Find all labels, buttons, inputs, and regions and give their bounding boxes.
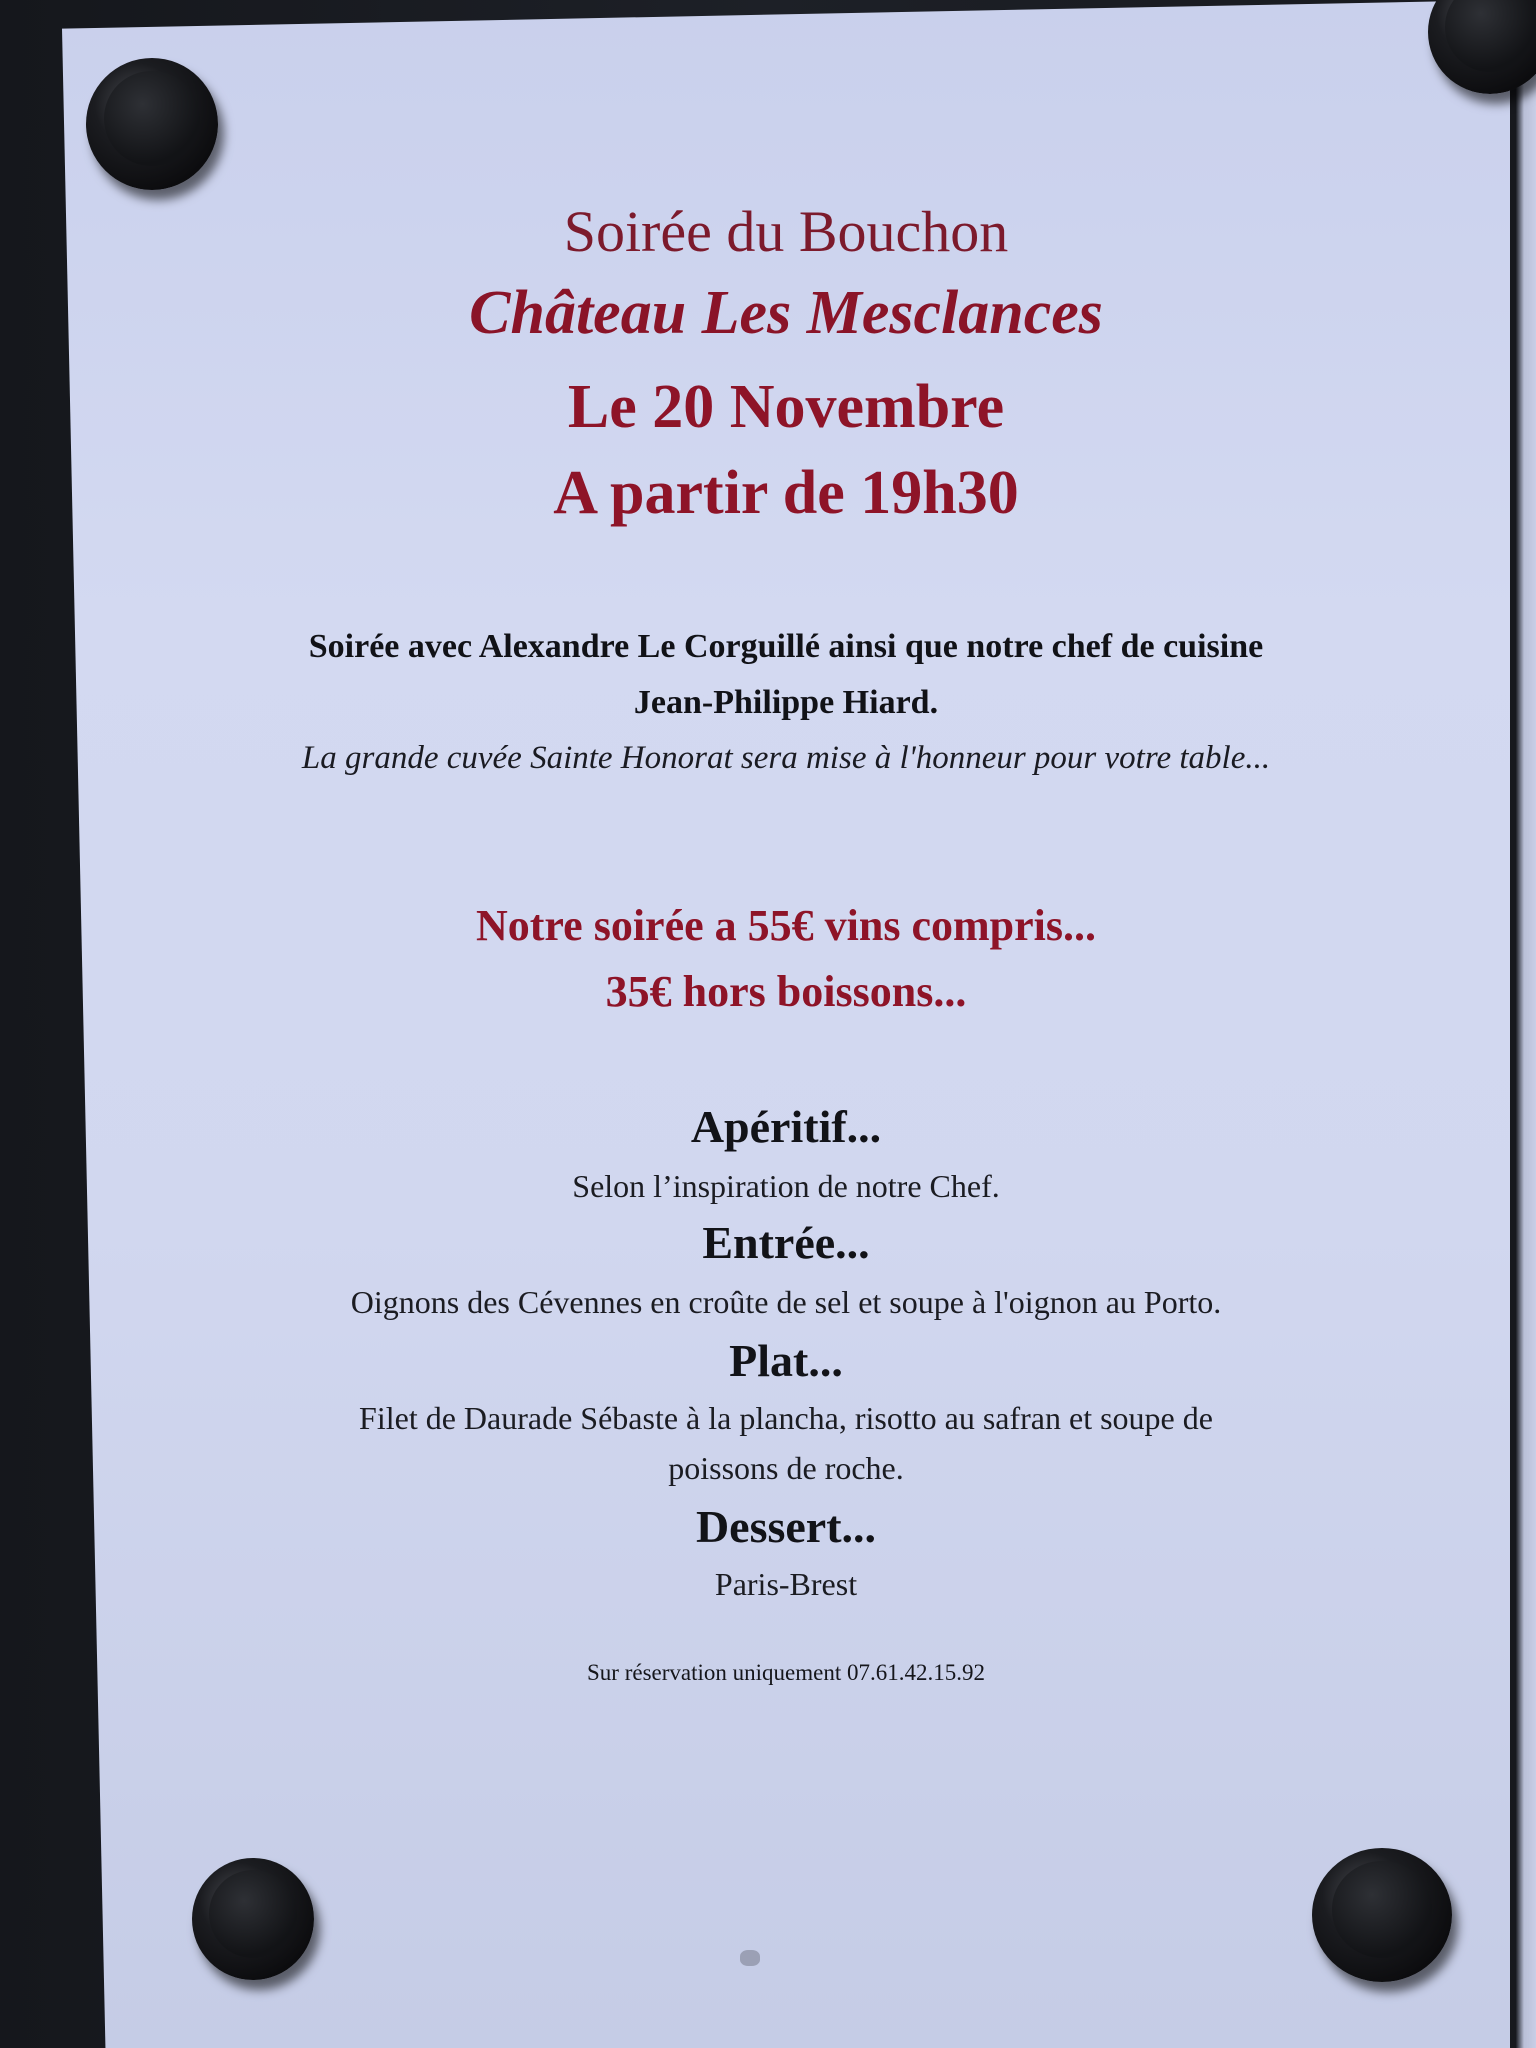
- guests-line: Soirée avec Alexandre Le Corguillé ainsi que notre chef de cuisine: [308, 628, 1264, 665]
- reservation-line: Sur réservation uniquement 07.61.42.15.92: [587, 1660, 985, 1685]
- magnet-top-left: [86, 58, 218, 190]
- entree-description: Oignons des Cévennes en croûte de sel et soupe à l'oignon au Porto.: [350, 1284, 1222, 1320]
- cuvee-line: La grande cuvée Sainte Honorat sera mise à l'honneur pour votre table...: [301, 740, 1271, 776]
- magnet-bottom-right: [1312, 1848, 1452, 1982]
- plat-description-line-2: poissons de roche.: [668, 1450, 904, 1486]
- price-without-drinks: 35€ hors boissons...: [605, 967, 967, 1016]
- venue-name: Château Les Mesclances: [469, 279, 1103, 347]
- adjacent-sheet-edge: [1516, 0, 1536, 2048]
- plat-title: Plat...: [729, 1335, 843, 1386]
- price-with-wine: Notre soirée a 55€ vins compris...: [476, 901, 1096, 950]
- plat-description-line-1: Filet de Daurade Sébaste à la plancha, risotto au safran et soupe de: [359, 1400, 1213, 1436]
- event-time: A partir de 19h30: [553, 459, 1019, 527]
- paper-smudge: [740, 1950, 760, 1966]
- dessert-description: Paris-Brest: [714, 1566, 858, 1602]
- aperitif-description: Selon l’inspiration de notre Chef.: [572, 1168, 1000, 1204]
- chef-name-line: Jean-Philippe Hiard.: [633, 684, 939, 721]
- entree-title: Entrée...: [702, 1217, 870, 1268]
- event-subtitle: Soirée du Bouchon: [563, 199, 1009, 264]
- dessert-title: Dessert...: [695, 1501, 877, 1552]
- event-date: Le 20 Novembre: [567, 373, 1005, 441]
- magnet-bottom-left: [192, 1858, 314, 1980]
- aperitif-title: Apéritif...: [690, 1101, 882, 1152]
